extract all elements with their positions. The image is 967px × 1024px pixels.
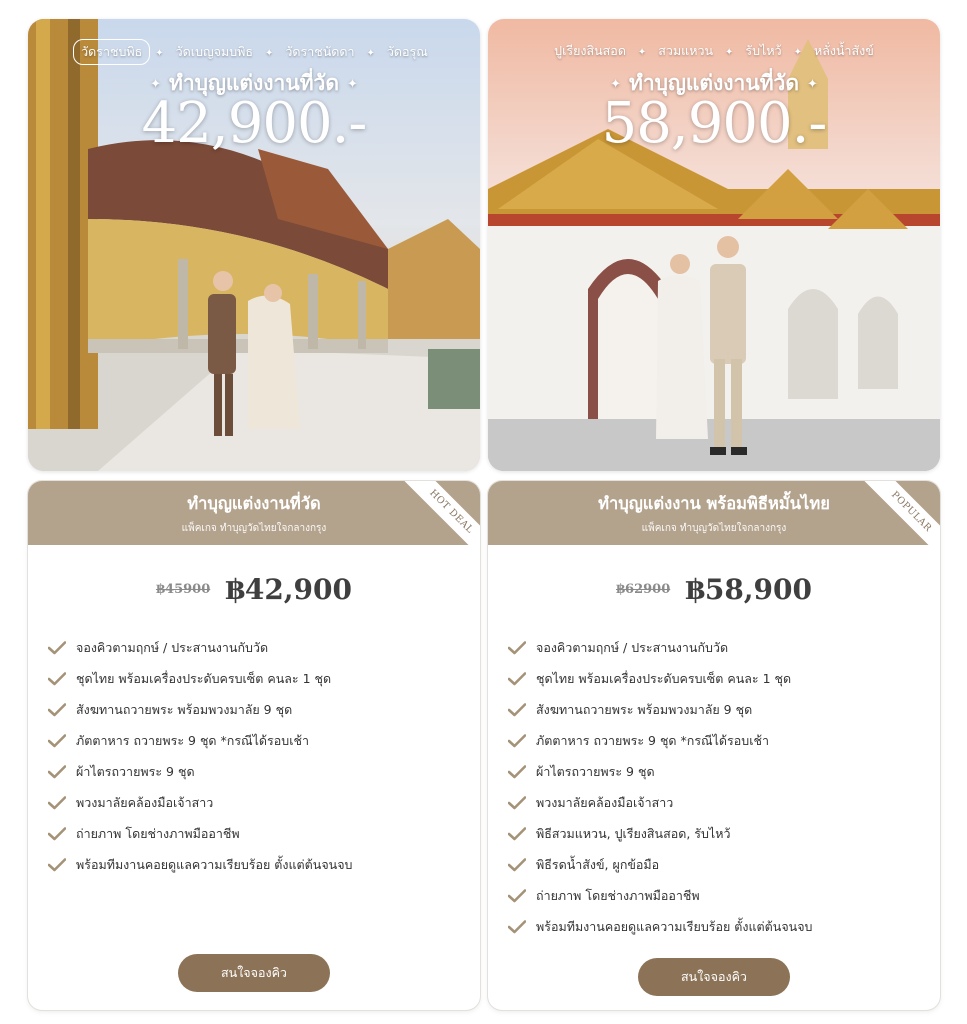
hero-price: 42,900.-	[141, 91, 367, 156]
check-icon	[48, 858, 66, 872]
feature-text: พิธีรดน้ำสังข์, ผูกข้อมือ	[536, 856, 660, 872]
hero-tag: หลั่งน้ำสังข์	[813, 43, 874, 58]
list-item	[48, 787, 480, 818]
list-item	[508, 632, 940, 663]
check-icon	[508, 827, 526, 841]
list-item	[48, 694, 480, 725]
card-header	[488, 481, 940, 545]
feature-text: ผ้าไตรถวายพระ 9 ชุด	[76, 763, 195, 779]
list-item	[508, 725, 940, 756]
hero-title-text: ทำบุญแต่งงานที่วัด	[629, 71, 799, 95]
card-subtitle: แพ็คเกจ ทำบุญวัดไทยใจกลางกรุง	[641, 523, 787, 534]
check-icon	[508, 858, 526, 872]
new-price: ฿42,900	[225, 573, 353, 606]
feature-text: พร้อมทีมงานคอยดูแลความเรียบร้อย ตั้งแต่ต้นจนจบ	[536, 918, 813, 934]
feature-list	[48, 632, 480, 880]
sparkle-icon: ✦	[610, 76, 622, 92]
sparkle-icon: ✦	[725, 47, 734, 58]
list-item	[508, 880, 940, 911]
feature-text: พวงมาลัยคล้องมือเจ้าสาว	[76, 794, 214, 810]
sparkle-icon: ✦	[793, 47, 802, 58]
feature-text: ชุดไทย พร้อมเครื่องประดับครบเซ็ต คนละ 1 ชุด	[76, 670, 332, 686]
package-card-engagement	[488, 481, 940, 1010]
check-icon	[508, 765, 526, 779]
card-title: ทำบุญแต่งงานที่วัด	[187, 494, 321, 513]
check-icon	[48, 734, 66, 748]
list-item	[508, 756, 940, 787]
check-icon	[508, 889, 526, 903]
feature-text: ถ่ายภาพ โดยช่างภาพมืออาชีพ	[76, 825, 240, 841]
card-header	[28, 481, 480, 545]
sparkle-icon: ✦	[150, 76, 162, 92]
price-block	[488, 573, 940, 606]
book-now-button[interactable]: สนใจจองคิว	[638, 958, 790, 996]
feature-text: ชุดไทย พร้อมเครื่องประดับครบเซ็ต คนละ 1 ชุด	[536, 670, 792, 686]
check-icon	[508, 672, 526, 686]
check-icon	[508, 734, 526, 748]
hero-tag: ปูเรียงสินสอด	[554, 43, 626, 58]
hero-tag: วัดราชบพิธ	[73, 39, 150, 65]
check-icon	[508, 796, 526, 810]
check-icon	[48, 765, 66, 779]
check-icon	[48, 796, 66, 810]
feature-text: พวงมาลัยคล้องมือเจ้าสาว	[536, 794, 674, 810]
sparkle-icon: ✦	[265, 48, 274, 59]
feature-text: พิธีสวมแหวน, ปูเรียงสินสอด, รับไหว้	[536, 825, 731, 841]
hero-tag-list	[488, 39, 940, 63]
sparkle-icon: ✦	[637, 47, 647, 58]
card-subtitle: แพ็คเกจ ทำบุญวัดไทยใจกลางกรุง	[181, 523, 327, 534]
feature-list	[508, 632, 940, 942]
list-item	[48, 818, 480, 849]
new-price: ฿58,900	[685, 573, 813, 606]
list-item	[48, 849, 480, 880]
sparkle-icon: ✦	[366, 48, 375, 59]
list-item	[48, 756, 480, 787]
list-item	[508, 694, 940, 725]
list-item	[48, 725, 480, 756]
hero-title-text: ทำบุญแต่งงานที่วัด	[169, 71, 339, 95]
check-icon	[48, 827, 66, 841]
hero-price: 58,900.-	[601, 91, 827, 156]
hero-tag: วัดเบญจมบพิธ	[175, 44, 254, 59]
sparkle-icon: ✦	[346, 76, 358, 92]
check-icon	[48, 703, 66, 717]
list-item	[508, 663, 940, 694]
feature-text: จองคิวตามฤกษ์ / ประสานงานกับวัด	[536, 639, 729, 655]
old-price: ฿45900	[155, 582, 211, 597]
package-card-temple	[28, 481, 480, 1010]
sparkle-icon: ✦	[155, 48, 164, 59]
hero-tag-list	[28, 39, 480, 65]
check-icon	[48, 672, 66, 686]
hot-deal-ribbon: HOT DEAL	[397, 481, 480, 566]
feature-text: สังฆทานถวายพระ พร้อมพวงมาลัย 9 ชุด	[76, 701, 293, 717]
hero-image-engagement-package	[488, 19, 940, 471]
hero-tag: สวมแหวน	[658, 43, 714, 58]
check-icon	[508, 920, 526, 934]
hero-tag: วัดอรุณ	[386, 44, 428, 59]
feature-text: พร้อมทีมงานคอยดูแลความเรียบร้อย ตั้งแต่ต้นจนจบ	[76, 856, 353, 872]
list-item	[508, 849, 940, 880]
list-item	[508, 787, 940, 818]
feature-text: ภัตตาหาร ถวายพระ 9 ชุด *กรณีได้รอบเช้า	[76, 732, 309, 748]
hero-tag: รับไหว้	[745, 43, 782, 58]
old-price: ฿62900	[615, 582, 671, 597]
price-block	[28, 573, 480, 606]
book-now-button[interactable]: สนใจจองคิว	[178, 954, 330, 992]
list-item	[508, 911, 940, 942]
list-item	[508, 818, 940, 849]
list-item	[48, 632, 480, 663]
feature-text: ถ่ายภาพ โดยช่างภาพมืออาชีพ	[536, 887, 700, 903]
card-title: ทำบุญแต่งงาน พร้อมพิธีหมั้นไทย	[598, 494, 830, 513]
feature-text: จองคิวตามฤกษ์ / ประสานงานกับวัด	[76, 639, 269, 655]
check-icon	[508, 641, 526, 655]
sparkle-icon: ✦	[806, 76, 818, 92]
check-icon	[508, 703, 526, 717]
list-item	[48, 663, 480, 694]
feature-text: ผ้าไตรถวายพระ 9 ชุด	[536, 763, 655, 779]
popular-ribbon: POPULAR	[857, 481, 940, 566]
feature-text: สังฆทานถวายพระ พร้อมพวงมาลัย 9 ชุด	[536, 701, 753, 717]
hero-tag: วัดราชนัดดา	[285, 44, 355, 59]
hero-image-temple-package	[28, 19, 480, 471]
check-icon	[48, 641, 66, 655]
feature-text: ภัตตาหาร ถวายพระ 9 ชุด *กรณีได้รอบเช้า	[536, 732, 769, 748]
